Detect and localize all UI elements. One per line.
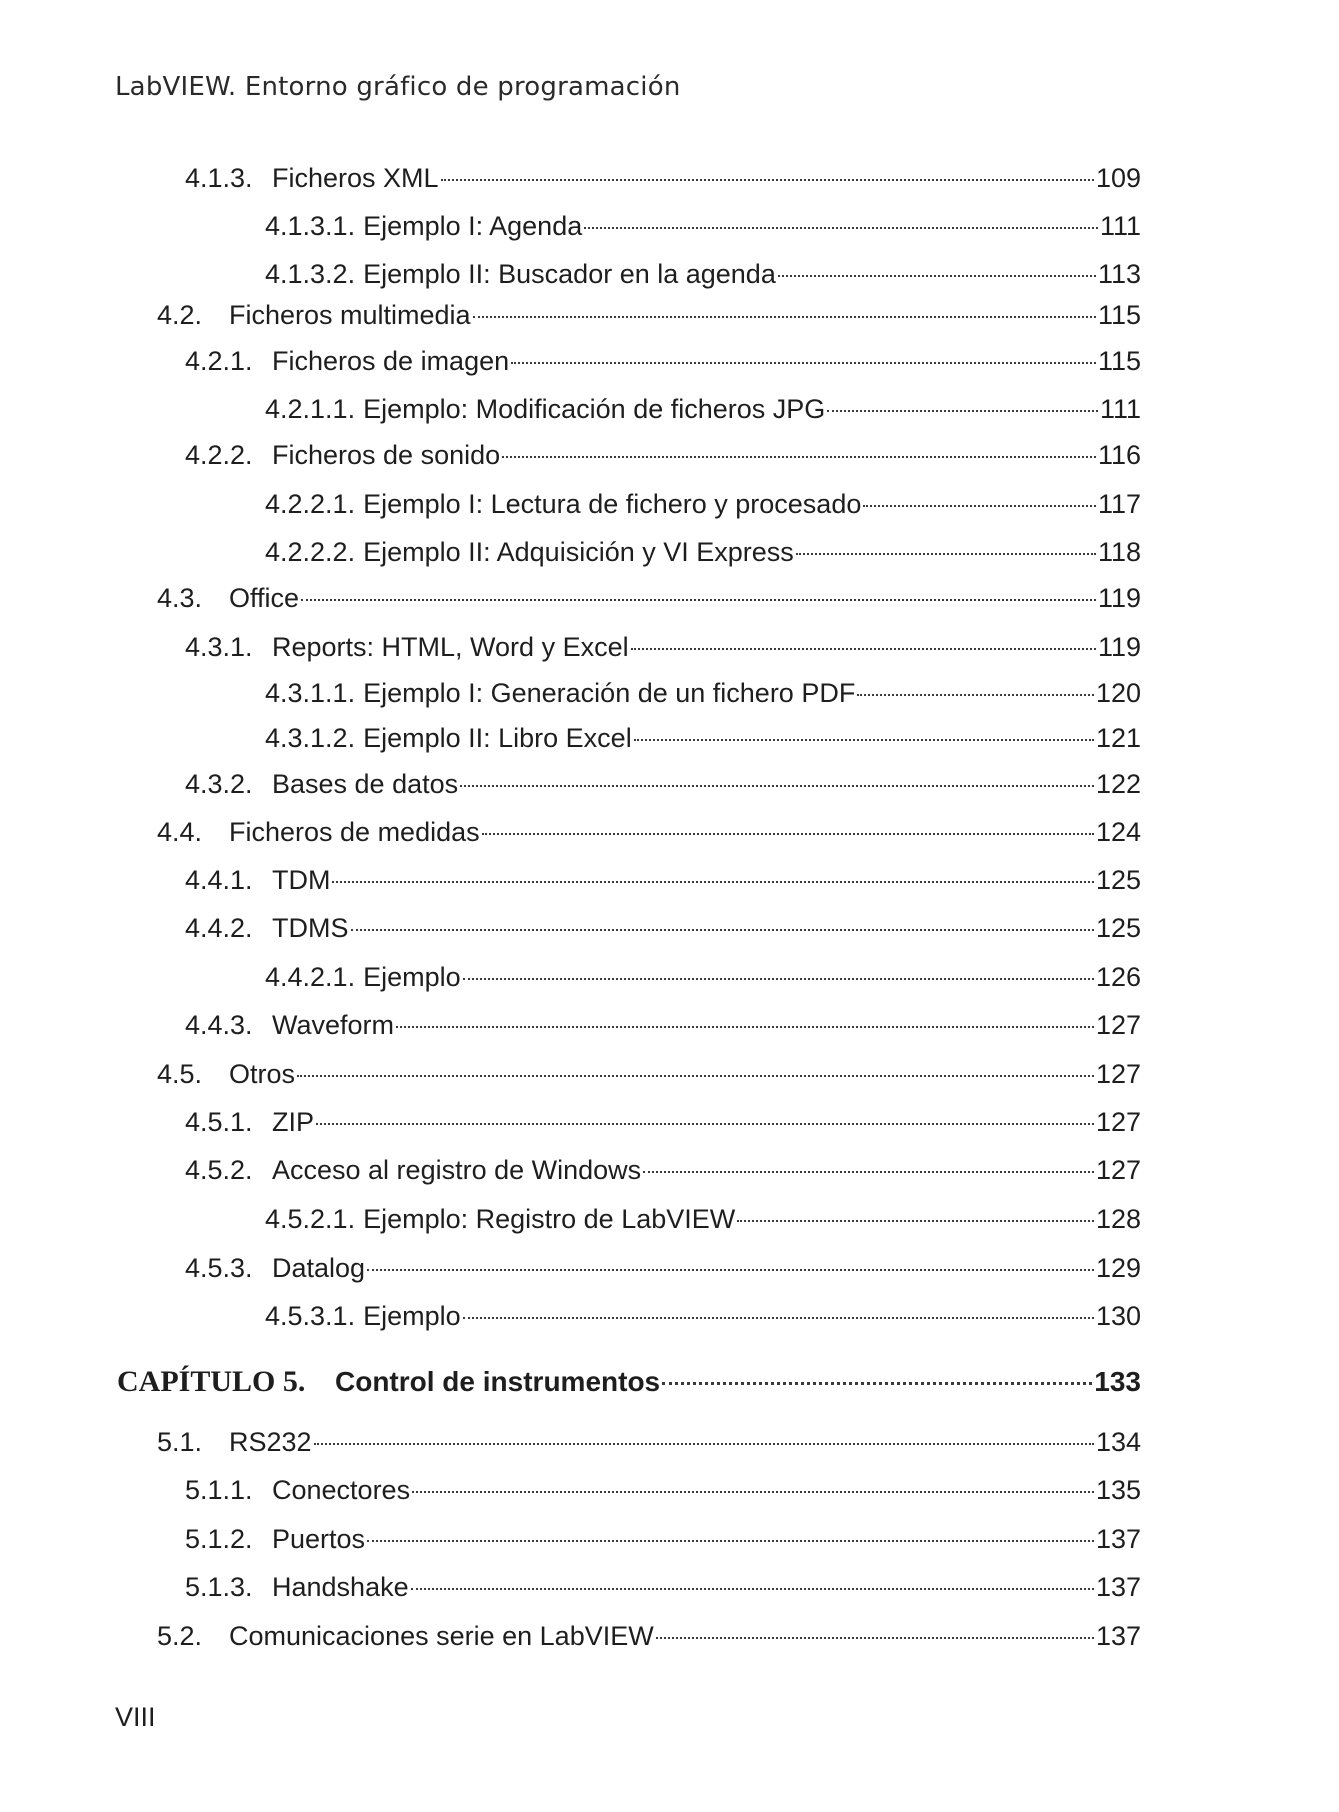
toc-page-number: 119 [1097,632,1141,662]
toc-title: Ejemplo I: Generación de un fichero PDF [363,678,856,708]
toc-entry[interactable] [185,1521,1141,1557]
toc-title: Ejemplo [363,1301,461,1331]
toc-number: 4.1.3. [185,163,253,193]
toc-entry[interactable] [185,343,1141,379]
dot-leader [643,1171,1094,1173]
dot-leader [827,410,1098,412]
toc-entry[interactable] [185,1569,1141,1605]
toc-page-number: 126 [1095,962,1141,992]
dot-leader [351,929,1094,931]
toc-entry[interactable] [185,160,1141,196]
dot-leader [412,1491,1094,1493]
toc-title: Ejemplo II: Buscador en la agenda [363,259,776,289]
dot-leader [316,1123,1094,1125]
dot-leader [441,179,1094,181]
toc-number: 5.1.1. [185,1475,253,1505]
toc-number: 4.2. [157,300,203,330]
toc-title: Ficheros multimedia [229,300,471,330]
dot-leader [314,1443,1094,1445]
toc-page-number: 122 [1095,769,1141,799]
toc-title: Ficheros de medidas [229,817,480,847]
toc-title: Waveform [272,1010,395,1040]
toc-page-number: 137 [1095,1572,1141,1602]
running-head: LabVIEW. Entorno gráfico de programación [115,72,681,102]
toc-page-number: 118 [1097,537,1141,567]
toc-title: ZIP [272,1107,315,1137]
toc-number: 4.2.2. [185,440,253,470]
dot-leader [511,362,1096,364]
toc-title: TDM [272,865,331,895]
toc-page-number: 130 [1095,1301,1141,1331]
toc-title: Comunicaciones serie en LabVIEW [229,1621,654,1651]
toc-number: 4.5.3. [185,1253,253,1283]
toc-title: Bases de datos [272,769,459,799]
toc-page-number: 137 [1095,1524,1141,1554]
toc-number: 4.5.1. [185,1107,253,1137]
toc-title: Ejemplo [363,962,461,992]
toc-title: Ejemplo: Modificación de ficheros JPG [363,394,826,424]
toc-entry[interactable] [185,862,1141,898]
toc-page-number: 124 [1095,817,1141,847]
toc-entry[interactable] [265,720,1141,756]
dot-leader [584,227,1098,229]
toc-title: Otros [229,1059,296,1089]
toc-page-number: 109 [1095,163,1141,193]
dot-leader [396,1026,1094,1028]
toc-page-number: 137 [1095,1621,1141,1651]
toc-number: 4.3.2. [185,769,253,799]
toc-entry[interactable] [265,208,1141,244]
toc-number: 5.1. [157,1427,203,1457]
toc-page-number: 115 [1097,346,1141,376]
toc-entry[interactable] [185,766,1141,802]
toc-title: Ficheros XML [272,163,439,193]
toc-title: TDMS [272,913,349,943]
toc-number: 4.3.1.1. [265,678,356,708]
dot-leader [482,833,1094,835]
toc-title: Datalog [272,1253,366,1283]
toc-number: 5.2. [157,1621,203,1651]
dot-leader [634,739,1094,741]
toc-title: Handshake [272,1572,409,1602]
toc-entry[interactable] [265,391,1141,427]
toc-entry[interactable] [185,629,1141,665]
dot-leader [662,1382,1092,1385]
toc-number: 4.3.1. [185,632,253,662]
toc-entry[interactable] [265,256,1141,292]
toc-number: 4.2.2.1. [265,489,356,519]
toc-entry[interactable] [157,814,1141,850]
toc-title: Reports: HTML, Word y Excel [272,632,629,662]
dot-leader [857,694,1094,696]
toc-number: 4.5. [157,1059,203,1089]
toc-title: RS232 [229,1427,312,1457]
toc-entry[interactable] [265,486,1141,522]
dot-leader [332,881,1093,883]
toc-number: 4.2.1.1. [265,394,356,424]
toc-number: 4.4.2.1. [265,962,356,992]
dot-leader [297,1075,1094,1077]
toc-title: Acceso al registro de Windows [272,1155,642,1185]
toc-title: Ejemplo II: Libro Excel [363,723,632,753]
toc-number: 4.4.1. [185,865,253,895]
toc-page-number: 125 [1095,865,1141,895]
toc-page-number: 129 [1095,1253,1141,1283]
toc-entry[interactable] [157,580,1141,616]
toc-page-number: 125 [1095,913,1141,943]
dot-leader [301,599,1096,601]
toc-number: 4.3. [157,583,203,613]
dot-leader [656,1637,1094,1639]
toc-page-number: 127 [1095,1059,1141,1089]
dot-leader [863,505,1096,507]
dot-leader [460,785,1094,787]
toc-title: Ejemplo II: Adquisición y VI Express [363,537,794,567]
toc-page-number: 127 [1095,1155,1141,1185]
toc-title: Ficheros de sonido [272,440,501,470]
toc-entry[interactable] [185,1104,1141,1140]
toc-page-number: 117 [1097,489,1141,519]
toc-page-number: 135 [1095,1475,1141,1505]
toc-entry[interactable] [265,534,1141,570]
toc-entry[interactable] [185,1152,1141,1188]
toc-number: 5.1.2. [185,1524,253,1554]
toc-number: 4.4.3. [185,1010,253,1040]
toc-title: Ficheros de imagen [272,346,510,376]
toc-title: Puertos [272,1524,366,1554]
toc-number: 4.2.1. [185,346,253,376]
toc-page-number: 113 [1097,259,1141,289]
toc-title: Ejemplo: Registro de LabVIEW [363,1204,736,1234]
toc-page-number: 121 [1095,723,1141,753]
toc-page-number: 127 [1095,1107,1141,1137]
toc-page-number: 111 [1099,211,1141,241]
toc-entry[interactable] [185,437,1141,473]
toc-entry[interactable] [265,959,1141,995]
toc-page-number: 119 [1097,583,1141,613]
toc-page-number: 116 [1097,440,1141,470]
dot-leader [778,275,1096,277]
toc-title: Ejemplo I: Lectura de fichero y procesado [363,489,862,519]
toc-entry[interactable] [157,297,1141,333]
toc-number: 4.5.2. [185,1155,253,1185]
toc-page-number: 111 [1099,394,1141,424]
toc-number: 4.4.2. [185,913,253,943]
dot-leader [631,648,1096,650]
dot-leader [463,978,1094,980]
toc-number: 4.5.3.1. [265,1301,356,1331]
page-folio: VIII [115,1702,156,1732]
toc-entry[interactable] [265,1298,1141,1334]
toc-chapter-entry[interactable] [117,1364,1141,1400]
dot-leader [796,553,1096,555]
toc-number: 4.2.2.2. [265,537,356,567]
dot-leader [411,1588,1094,1590]
toc-entry[interactable] [185,910,1141,946]
toc-entry[interactable] [157,1056,1141,1092]
toc-entry[interactable] [185,1007,1141,1043]
toc-entry[interactable] [157,1424,1141,1460]
toc-title: Conectores [272,1475,411,1505]
toc-page-number: 134 [1095,1427,1141,1457]
toc-entry[interactable] [265,675,1141,711]
toc-title: Office [229,583,300,613]
toc-title: Ejemplo I: Agenda [363,211,583,241]
toc-entry[interactable] [157,1618,1141,1654]
toc-number: 4.1.3.1. [265,211,356,241]
toc-number: 5.1.3. [185,1572,253,1602]
toc-entry[interactable] [185,1472,1141,1508]
toc-number: 4.4. [157,817,203,847]
dot-leader [367,1540,1094,1542]
toc-number: 4.3.1.2. [265,723,356,753]
toc-entry[interactable] [185,1250,1141,1286]
toc-title: Control de instrumentos [335,1366,661,1397]
dot-leader [737,1220,1094,1222]
toc-number: 4.1.3.2. [265,259,356,289]
dot-leader [473,316,1096,318]
toc-page-number: 128 [1095,1204,1141,1234]
toc-page-number: 133 [1094,1366,1141,1397]
toc-number: 4.5.2.1. [265,1204,356,1234]
toc-page-number: 127 [1095,1010,1141,1040]
dot-leader [463,1317,1094,1319]
chapter-label: CAPÍTULO 5. [117,1365,306,1398]
toc-entry[interactable] [265,1201,1141,1237]
toc-page-number: 120 [1095,678,1141,708]
dot-leader [502,456,1096,458]
toc-page-number: 115 [1097,300,1141,330]
dot-leader [367,1269,1094,1271]
